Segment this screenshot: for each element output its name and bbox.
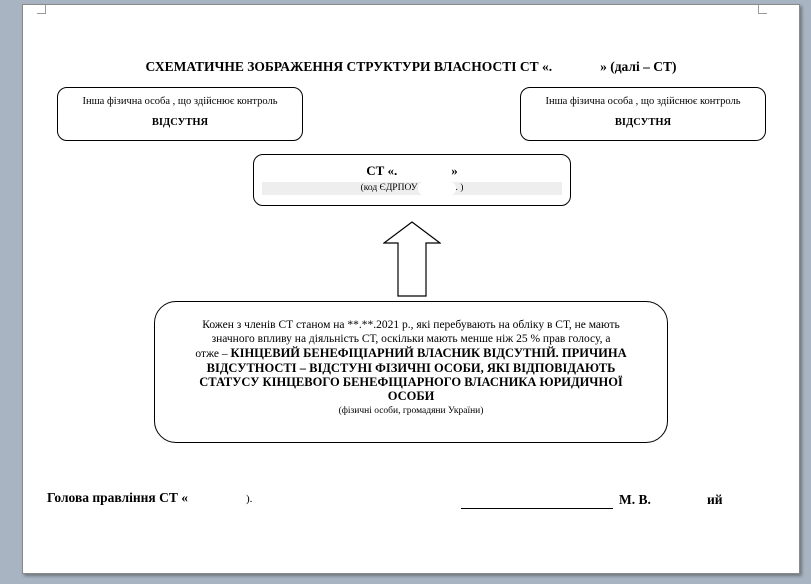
info-line-3 [155, 346, 667, 361]
chair-signature-label [47, 490, 252, 506]
st-entity-code [262, 182, 562, 195]
chair-label: Голова правління СТ « [47, 490, 188, 505]
st-name-end: » [451, 163, 458, 178]
left-box-caption: Інша фізична особа , що здійснює контроль [82, 96, 278, 107]
up-arrow-icon [383, 221, 441, 297]
st-entity-box [253, 154, 571, 206]
st-code-start: (код ЄДРПОУ [360, 183, 418, 193]
beneficiary-info-box [154, 301, 668, 443]
document-title [23, 59, 799, 75]
info-line-1: Кожен з членів СТ станом на **.**.2021 р., які перебувають на обліку в СТ, не мають [202, 319, 620, 331]
info-line-3-prefix: отже – [195, 348, 231, 360]
right-box-caption: Інша фізична особа , що здійснює контроль [545, 96, 741, 107]
st-entity-name [254, 163, 570, 179]
st-code-end: . ) [455, 183, 464, 193]
chair-tail: ). [245, 493, 253, 505]
right-control-box [520, 87, 766, 141]
right-box-status: ВІДСУТНЯ [614, 117, 672, 128]
info-line-4: ВІДСУТНОСТІ – ВІДСТУНІ ФІЗИЧНІ ОСОБИ, ЯКІ ВІДПОВІДАЮТЬ [206, 361, 616, 375]
title-end: » (далі – СТ) [600, 59, 677, 74]
page-margin-corner-right [758, 5, 767, 14]
info-line-6: ОСОБИ [387, 389, 435, 403]
info-line-2: значного впливу на діяльність СТ, оскільки мають менше ніж 25 % прав голосу, а [211, 333, 611, 345]
page-margin-corner-left [37, 5, 46, 14]
st-name-start: СТ «. [366, 163, 398, 178]
title-start: СХЕМАТИЧНЕ ЗОБРАЖЕННЯ СТРУКТУРИ ВЛАСНОСТІ СТ «. [145, 59, 553, 74]
signature-line [461, 508, 613, 509]
signer-name-fragment: ий [707, 492, 723, 507]
info-note: (фізичні особи, громадяни України) [338, 406, 484, 416]
stamp-place-label: М. В. [619, 492, 651, 507]
info-line-3-bold: КІНЦЕВИЙ БЕНЕФІЦІАРНИЙ ВЛАСНИК ВІДСУТНІЙ. ПРИЧИНА [230, 346, 627, 360]
left-box-status: ВІДСУТНЯ [151, 117, 209, 128]
redacted-code [418, 182, 456, 195]
document-page [22, 4, 800, 574]
info-line-5: СТАТУСУ КІНЦЕВОГО БЕНЕФІЦІАРНОГО ВЛАСНИКА ЮРИДИЧНОЇ [199, 375, 623, 389]
left-control-box [57, 87, 303, 141]
